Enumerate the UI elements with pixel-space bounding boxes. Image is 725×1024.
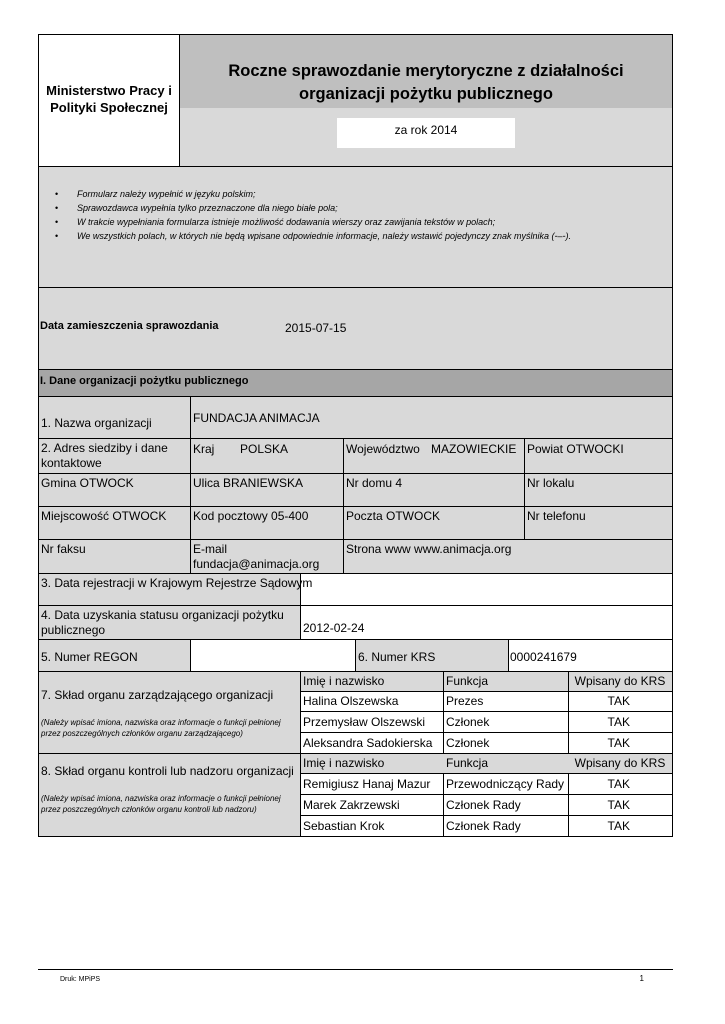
supervisory-header-name: Imię i nazwisko [303, 756, 385, 770]
instruction-item: Sprawozdawca wypełnia tylko przeznaczone dla niego białe pola; [77, 203, 338, 213]
supervisor-function[interactable]: Członek Rady [446, 798, 521, 812]
country-value[interactable]: POLSKA [240, 442, 289, 456]
footer-rule [38, 969, 673, 970]
website-field[interactable]: Strona www www.animacja.org [346, 542, 512, 556]
krs-number-label: 6. Numer KRS [358, 650, 436, 664]
member-function[interactable]: Członek [446, 736, 490, 750]
year-label: za rok 2014 [394, 123, 458, 137]
member-name[interactable]: Halina Olszewska [303, 694, 399, 708]
board-note: (Należy wpisać imiona, nazwiska oraz informacje o funkcji pełnionej przez poszczególnych członków organu zarządzającego) [41, 718, 281, 738]
member-krs[interactable]: TAK [607, 694, 630, 708]
org-name-value[interactable]: FUNDACJA ANIMACJA [193, 411, 320, 425]
regon-label: 5. Numer REGON [41, 650, 138, 664]
ministry-name: Ministerstwo Pracy i Polityki Społecznej [46, 83, 172, 115]
supervisor-krs[interactable]: TAK [607, 777, 630, 791]
supervisor-name[interactable]: Marek Zakrzewski [303, 798, 400, 812]
city-field[interactable]: Miejscowość OTWOCK [41, 509, 167, 523]
report-title-line2: organizacji pożytku publicznego [299, 85, 553, 103]
post-office-field[interactable]: Poczta OTWOCK [346, 509, 441, 523]
member-krs[interactable]: TAK [607, 715, 630, 729]
supervisor-function[interactable]: Przewodniczący Rady [446, 777, 565, 791]
board-header-name: Imię i nazwisko [303, 674, 385, 688]
member-function[interactable]: Członek [446, 715, 490, 729]
footer-print-label: Druk: MPiPS [60, 976, 101, 983]
supervisory-header-function: Funkcja [446, 756, 489, 770]
supervisory-header-krs: Wpisany do KRS [574, 756, 666, 770]
supervisor-krs[interactable]: TAK [607, 798, 630, 812]
supervisor-name[interactable]: Remigiusz Hanaj Mazur [303, 777, 431, 791]
fax-field[interactable]: Nr faksu [41, 542, 86, 556]
voivodeship-value[interactable]: MAZOWIECKIE [431, 442, 517, 456]
municipality-field[interactable]: Gmina OTWOCK [41, 476, 134, 490]
supervisory-note: (Należy wpisać imiona, nazwiska oraz informacje o funkcji pełnionej przez poszczególnych członków organu kontroli lub nadzoru) [41, 794, 281, 814]
supervisor-name[interactable]: Sebastian Krok [303, 819, 385, 833]
board-label: 7. Skład organu zarządzającego organizacji [41, 688, 274, 702]
page-number: 1 [639, 974, 644, 983]
member-function[interactable]: Prezes [446, 694, 484, 708]
email-value[interactable]: fundacja@animacja.org [193, 557, 320, 571]
opp-status-date[interactable]: 2012-02-24 [303, 621, 365, 635]
supervisory-label: 8. Skład organu kontroli lub nadzoru organizacji [41, 764, 294, 778]
address-label: 2. Adres siedziby i dane kontaktowe [41, 441, 168, 470]
email-label: E-mail [193, 542, 228, 556]
report-title-line1: Roczne sprawozdanie merytoryczne z działalności [228, 62, 624, 80]
section1-title: I. Dane organizacji pożytku publicznego [40, 375, 249, 387]
apartment-number-field[interactable]: Nr lokalu [527, 476, 575, 490]
krs-number-value[interactable]: 0000241679 [510, 650, 577, 664]
supervisor-krs[interactable]: TAK [607, 819, 630, 833]
opp-status-label: 4. Data uzyskania statusu organizacji pożytku publicznego [41, 608, 284, 637]
postal-code-field[interactable]: Kod pocztowy 05-400 [193, 509, 309, 523]
krs-registration-label: 3. Data rejestracji w Krajowym Rejestrze Sądowym [41, 576, 313, 590]
org-name-label: 1. Nazwa organizacji [41, 416, 152, 430]
member-name[interactable]: Aleksandra Sadokierska [303, 736, 433, 750]
instruction-item: W trakcie wypełniania formularza istnieje możliwość dodawania wierszy oraz zawijania tekstów w polach; [77, 217, 496, 227]
placement-date-value[interactable]: 2015-07-15 [285, 321, 347, 335]
board-header-krs: Wpisany do KRS [574, 674, 666, 688]
member-name[interactable]: Przemysław Olszewski [303, 715, 426, 729]
voivodeship-label: Województwo [346, 442, 420, 456]
supervisor-function[interactable]: Członek Rady [446, 819, 521, 833]
instruction-item: We wszystkich polach, w których nie będą wpisane odpowiednie informacje, należy wstawić pojedynczy znak myślnika (-–-). [77, 231, 572, 241]
placement-date-label: Data zamieszczenia sprawozdania [40, 320, 219, 332]
house-number-field[interactable]: Nr domu 4 [346, 476, 403, 490]
county-field[interactable]: Powiat OTWOCKI [527, 442, 624, 456]
instructions-list: • Formularz należy wypełnić w języku polskim; • Sprawozdawca wypełnia tylko przeznaczone dla niego białe pola; • W trakcie wypełniania formularza istnieje możliwość dodawania wierszy oraz zawijania tekstów w polach; • We wszystkich polach, w których nie będą wpisane odpowiednie informacje, należy wstawić pojedynczy znak myślnika (-–-). [55, 189, 572, 241]
board-header-function: Funkcja [446, 674, 489, 688]
country-label: Kraj [193, 442, 215, 456]
member-krs[interactable]: TAK [607, 736, 630, 750]
street-field[interactable]: Ulica BRANIEWSKA [193, 476, 304, 490]
phone-field[interactable]: Nr telefonu [527, 509, 586, 523]
instruction-item: Formularz należy wypełnić w języku polskim; [77, 189, 256, 199]
